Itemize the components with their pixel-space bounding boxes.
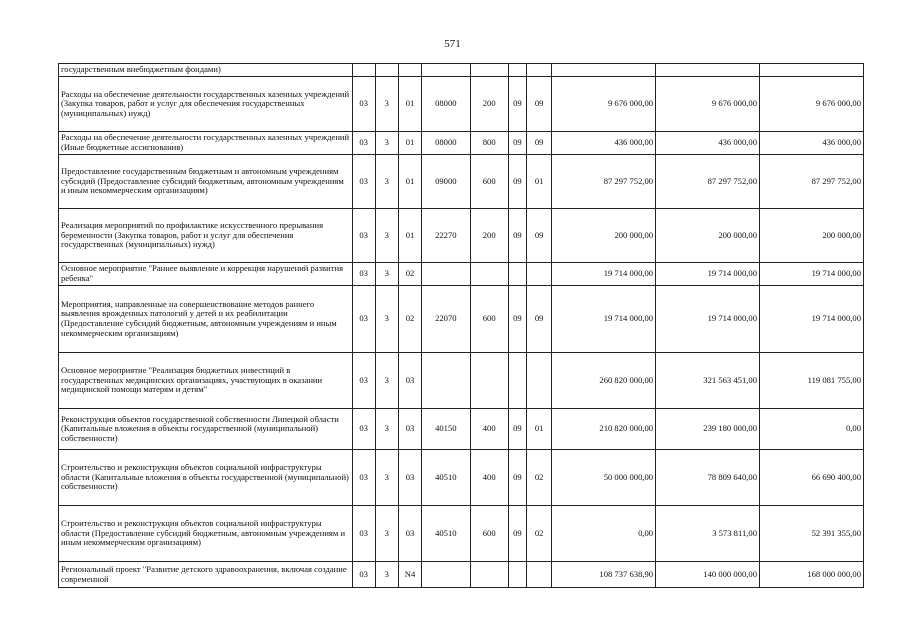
- budget-table: [58, 63, 864, 588]
- row-name: Строительство и реконструкция объектов социальной инфраструктуры области (Капитальные вложения в объекты государственной (муниципальной) собственности): [59, 450, 353, 506]
- row-name: Региональный проект "Развитие детского здравоохранения, включая создание современной: [59, 562, 353, 588]
- code-direction: 08000: [422, 132, 470, 155]
- amount-year3: 0,00: [760, 409, 864, 450]
- code-section: 09: [508, 450, 526, 506]
- code-event: 01: [398, 132, 421, 155]
- amount-year3: 66 690 400,00: [760, 450, 864, 506]
- table-row: [59, 353, 864, 409]
- code-subsection: [527, 562, 552, 588]
- amount-year2: 239 180 000,00: [656, 409, 760, 450]
- table-row: [59, 263, 864, 286]
- row-name: Расходы на обеспечение деятельности государственных казенных учреждений (Закупка товаров, работ и услуг для обеспечения государственных (муниципальных) нужд): [59, 77, 353, 132]
- row-name: Реконструкция объектов государственной собственности Липецкой области (Капитальные вложения в объекты государственной (муниципальной) собственности): [59, 409, 353, 450]
- code-expense-type: [470, 562, 508, 588]
- code-event: 01: [398, 77, 421, 132]
- code-direction: [422, 263, 470, 286]
- code-section: 09: [508, 506, 526, 562]
- code-subsection: 09: [527, 209, 552, 263]
- amount-year3: 19 714 000,00: [760, 263, 864, 286]
- table-row: [59, 409, 864, 450]
- code-event: [398, 64, 421, 77]
- amount-year2: [656, 64, 760, 77]
- code-program: 03: [352, 409, 375, 450]
- code-subprogram: 3: [375, 450, 398, 506]
- table-row: [59, 450, 864, 506]
- row-name: Основное мероприятие "Раннее выявление и коррекция нарушений развития ребенка": [59, 263, 353, 286]
- code-expense-type: 200: [470, 77, 508, 132]
- code-program: 03: [352, 263, 375, 286]
- table-row: [59, 155, 864, 209]
- code-section: [508, 562, 526, 588]
- code-expense-type: [470, 64, 508, 77]
- code-event: 01: [398, 209, 421, 263]
- table-row: [59, 64, 864, 77]
- code-section: 09: [508, 286, 526, 353]
- code-subprogram: [375, 64, 398, 77]
- code-program: 03: [352, 506, 375, 562]
- code-section: [508, 263, 526, 286]
- table-row: [59, 562, 864, 588]
- amount-year1: 0,00: [552, 506, 656, 562]
- code-section: 09: [508, 155, 526, 209]
- code-section: 09: [508, 132, 526, 155]
- code-subprogram: 3: [375, 155, 398, 209]
- amount-year1: 200 000,00: [552, 209, 656, 263]
- table-row: [59, 209, 864, 263]
- code-event: 02: [398, 263, 421, 286]
- table-row: [59, 286, 864, 353]
- amount-year2: 140 000 000,00: [656, 562, 760, 588]
- amount-year2: 321 563 451,00: [656, 353, 760, 409]
- amount-year2: 87 297 752,00: [656, 155, 760, 209]
- code-subprogram: 3: [375, 209, 398, 263]
- row-name: государственным внебюджетным фондами): [59, 64, 353, 77]
- code-expense-type: 600: [470, 155, 508, 209]
- code-event: 03: [398, 353, 421, 409]
- code-expense-type: 200: [470, 209, 508, 263]
- page-number: 571: [444, 38, 461, 50]
- code-subsection: 02: [527, 506, 552, 562]
- amount-year3: 87 297 752,00: [760, 155, 864, 209]
- code-program: 03: [352, 132, 375, 155]
- code-program: 03: [352, 562, 375, 588]
- amount-year1: 436 000,00: [552, 132, 656, 155]
- code-section: [508, 64, 526, 77]
- code-subsection: [527, 353, 552, 409]
- amount-year2: 19 714 000,00: [656, 286, 760, 353]
- code-subsection: 02: [527, 450, 552, 506]
- row-name: Строительство и реконструкция объектов социальной инфраструктуры области (Предоставление субсидий бюджетным, автономным учреждениям и иным некоммерческим организациям): [59, 506, 353, 562]
- code-direction: 40510: [422, 450, 470, 506]
- code-direction: 09000: [422, 155, 470, 209]
- amount-year3: 200 000,00: [760, 209, 864, 263]
- code-program: 03: [352, 77, 375, 132]
- code-expense-type: 800: [470, 132, 508, 155]
- code-subsection: 01: [527, 409, 552, 450]
- amount-year3: 436 000,00: [760, 132, 864, 155]
- code-section: 09: [508, 77, 526, 132]
- code-expense-type: [470, 353, 508, 409]
- code-subprogram: 3: [375, 506, 398, 562]
- code-subprogram: 3: [375, 353, 398, 409]
- amount-year1: [552, 64, 656, 77]
- code-event: 02: [398, 286, 421, 353]
- code-subprogram: 3: [375, 263, 398, 286]
- table-row: [59, 132, 864, 155]
- code-subprogram: 3: [375, 132, 398, 155]
- row-name: Основное мероприятие "Реализация бюджетных инвестиций в государственных медицинских организациях, участвующих в оказании медицинской помощи матерям и детям": [59, 353, 353, 409]
- code-program: 03: [352, 353, 375, 409]
- amount-year3: 52 391 355,00: [760, 506, 864, 562]
- code-program: [352, 64, 375, 77]
- code-subsection: 01: [527, 155, 552, 209]
- code-event: 03: [398, 506, 421, 562]
- code-expense-type: 600: [470, 506, 508, 562]
- amount-year3: [760, 64, 864, 77]
- amount-year2: 78 809 640,00: [656, 450, 760, 506]
- amount-year1: 210 820 000,00: [552, 409, 656, 450]
- code-subsection: 09: [527, 286, 552, 353]
- amount-year1: 260 820 000,00: [552, 353, 656, 409]
- code-program: 03: [352, 155, 375, 209]
- code-subsection: 09: [527, 132, 552, 155]
- code-direction: 22270: [422, 209, 470, 263]
- amount-year2: 3 573 811,00: [656, 506, 760, 562]
- code-direction: [422, 562, 470, 588]
- code-direction: [422, 64, 470, 77]
- code-subprogram: 3: [375, 77, 398, 132]
- amount-year2: 19 714 000,00: [656, 263, 760, 286]
- amount-year2: 436 000,00: [656, 132, 760, 155]
- row-name: Предоставление государственным бюджетным и автономным учреждениям субсидий (Предоставление субсидий бюджетным, автономным учреждениям и иным некоммерческим организациям): [59, 155, 353, 209]
- table-row: [59, 77, 864, 132]
- amount-year3: 168 000 000,00: [760, 562, 864, 588]
- amount-year1: 108 737 638,90: [552, 562, 656, 588]
- code-expense-type: 400: [470, 409, 508, 450]
- code-expense-type: [470, 263, 508, 286]
- code-section: 09: [508, 209, 526, 263]
- row-name: Реализация мероприятий по профилактике искусственного прерывания беременности (Закупка товаров, работ и услуг для обеспечения государственных (муниципальных) нужд): [59, 209, 353, 263]
- amount-year3: 9 676 000,00: [760, 77, 864, 132]
- code-expense-type: 600: [470, 286, 508, 353]
- amount-year3: 19 714 000,00: [760, 286, 864, 353]
- code-section: [508, 353, 526, 409]
- code-event: 03: [398, 409, 421, 450]
- amount-year1: 50 000 000,00: [552, 450, 656, 506]
- code-subprogram: 3: [375, 409, 398, 450]
- code-direction: 22070: [422, 286, 470, 353]
- code-subsection: [527, 263, 552, 286]
- code-direction: [422, 353, 470, 409]
- amount-year2: 200 000,00: [656, 209, 760, 263]
- table-row: [59, 506, 864, 562]
- code-subprogram: 3: [375, 562, 398, 588]
- code-direction: 08000: [422, 77, 470, 132]
- code-section: 09: [508, 409, 526, 450]
- row-name: Расходы на обеспечение деятельности государственных казенных учреждений (Иные бюджетные ассигнования): [59, 132, 353, 155]
- code-subprogram: 3: [375, 286, 398, 353]
- code-event: N4: [398, 562, 421, 588]
- code-program: 03: [352, 209, 375, 263]
- code-subsection: [527, 64, 552, 77]
- row-name: Мероприятия, направленные на совершенствование методов раннего выявления врожденных патологий у детей и их реабилитации (Предоставление субсидий бюджетным, автономным учреждениям и иным некоммерческим организациям): [59, 286, 353, 353]
- code-expense-type: 400: [470, 450, 508, 506]
- amount-year3: 119 081 755,00: [760, 353, 864, 409]
- code-program: 03: [352, 286, 375, 353]
- code-direction: 40510: [422, 506, 470, 562]
- amount-year1: 19 714 000,00: [552, 263, 656, 286]
- code-event: 03: [398, 450, 421, 506]
- amount-year1: 9 676 000,00: [552, 77, 656, 132]
- amount-year2: 9 676 000,00: [656, 77, 760, 132]
- code-direction: 40150: [422, 409, 470, 450]
- code-event: 01: [398, 155, 421, 209]
- amount-year1: 19 714 000,00: [552, 286, 656, 353]
- code-program: 03: [352, 450, 375, 506]
- code-subsection: 09: [527, 77, 552, 132]
- amount-year1: 87 297 752,00: [552, 155, 656, 209]
